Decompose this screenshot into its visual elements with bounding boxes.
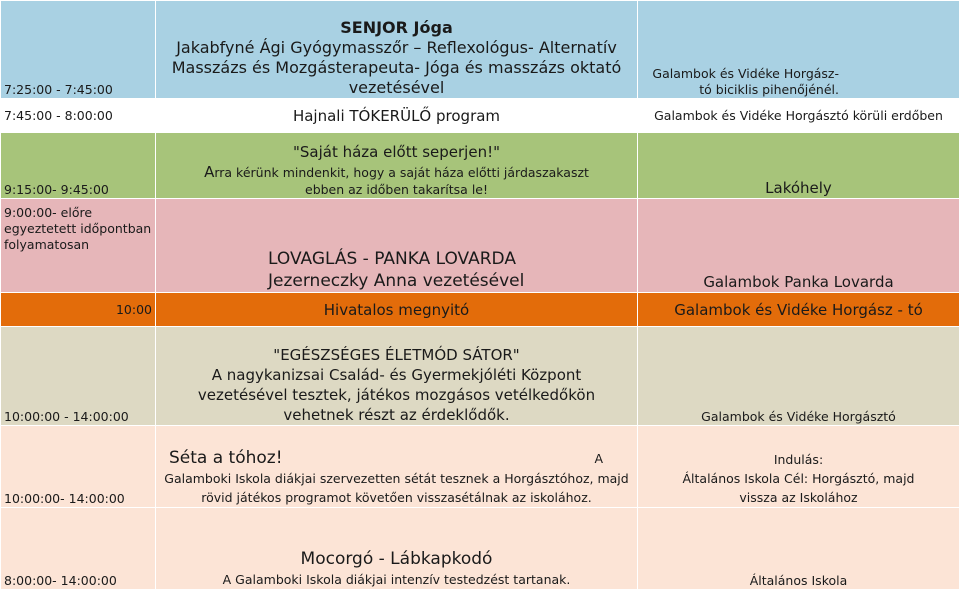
time-cell: 9:00:00- előre egyeztetett időpontban folyamatosan	[1, 199, 156, 293]
time-cell: 8:00:00- 14:00:00	[1, 508, 156, 590]
location-text: Általános Iskola Cél: Horgásztó, majd vissza az Iskolához	[682, 471, 915, 505]
schedule-row	[1, 426, 959, 508]
program-title: Séta a tóhoz!	[169, 448, 283, 468]
location-text: Galambok és Vidéke Horgász-tó biciklis pihenőjénél.	[652, 66, 839, 97]
program-description	[159, 162, 634, 198]
schedule-row	[1, 99, 959, 133]
program-description: A Galamboki Iskola diákjai intenzív testedzést tartanak.	[222, 572, 571, 587]
program-title: Mocorgó - Lábkapkodó	[300, 549, 493, 569]
location-cell: Lakóhely	[638, 133, 959, 199]
program-title: SENJOR Jóga	[340, 18, 453, 37]
program-desc-text: rra kérünk mindenkit, hogy a saját háza előtti járdaszakaszt ebben az időben takarítsa le!	[214, 165, 589, 197]
schedule-row	[1, 508, 959, 590]
location-title: Indulás:	[773, 452, 824, 467]
time-cell: 7:25:00 - 7:45:00	[1, 1, 156, 99]
program-cell	[156, 1, 638, 99]
location-cell: Galambok Panka Lovarda	[638, 199, 959, 293]
program-line: Jezerneczky Anna vezetésével	[268, 271, 525, 291]
time-cell: 9:15:00- 9:45:00	[1, 133, 156, 199]
location-cell	[638, 426, 959, 508]
time-cell: 10:00:00 - 14:00:00	[1, 327, 156, 426]
schedule-row	[1, 293, 959, 327]
program-cell	[156, 508, 638, 590]
time-cell: 10:00	[1, 293, 156, 327]
location-cell: Galambok és Vidéke Horgásztó	[638, 327, 959, 426]
program-title: LOVAGLÁS - PANKA LOVARDA	[268, 249, 516, 269]
program-cell: Hivatalos megnyitó	[156, 293, 638, 327]
program-cell	[156, 327, 638, 426]
program-line: vezetésével	[348, 78, 445, 97]
program-line: Jakabfyné Ági Gyógymasszőr – Reflexológus- Alternatív	[176, 38, 617, 57]
time-cell: 7:45:00 - 8:00:00	[1, 99, 156, 133]
time-cell: 10:00:00- 14:00:00	[1, 426, 156, 508]
location-cell: Általános Iskola	[638, 508, 959, 590]
program-description: Galamboki Iskola diákjai szervezetten sétát tesznek a Horgásztóhoz, majd rövid játékos programot követően visszasétálnak az iskolához.	[164, 471, 629, 505]
program-cell	[156, 199, 638, 293]
schedule-row	[1, 199, 959, 293]
program-title-suffix: A	[594, 451, 604, 466]
location-cell: Galambok és Vidéke Horgásztó körüli erdőben	[638, 99, 959, 133]
program-title-line	[159, 447, 634, 469]
program-description: A nagykanizsai Család- és Gyermekjóléti Központ vezetésével tesztek, játékos mozgásos vetélkedőkön vehetnek részt az érdeklődők.	[197, 366, 596, 424]
program-cell: Hajnali TÓKERÜLŐ program	[156, 99, 638, 133]
location-cell	[638, 1, 959, 99]
program-title: "EGÉSZSÉGES ÉLETMÓD SÁTOR"	[273, 346, 520, 364]
program-initial: A	[204, 163, 215, 181]
schedule-row	[1, 1, 959, 99]
program-cell	[156, 133, 638, 199]
schedule-row	[1, 327, 959, 426]
location-cell: Galambok és Vidéke Horgász - tó	[638, 293, 959, 327]
schedule-row	[1, 133, 959, 199]
program-cell	[156, 426, 638, 508]
program-title: "Saját háza előtt seperjen!"	[292, 143, 501, 161]
program-line: Masszázs és Mozgásterapeuta- Jóga és masszázs oktató	[171, 58, 622, 77]
